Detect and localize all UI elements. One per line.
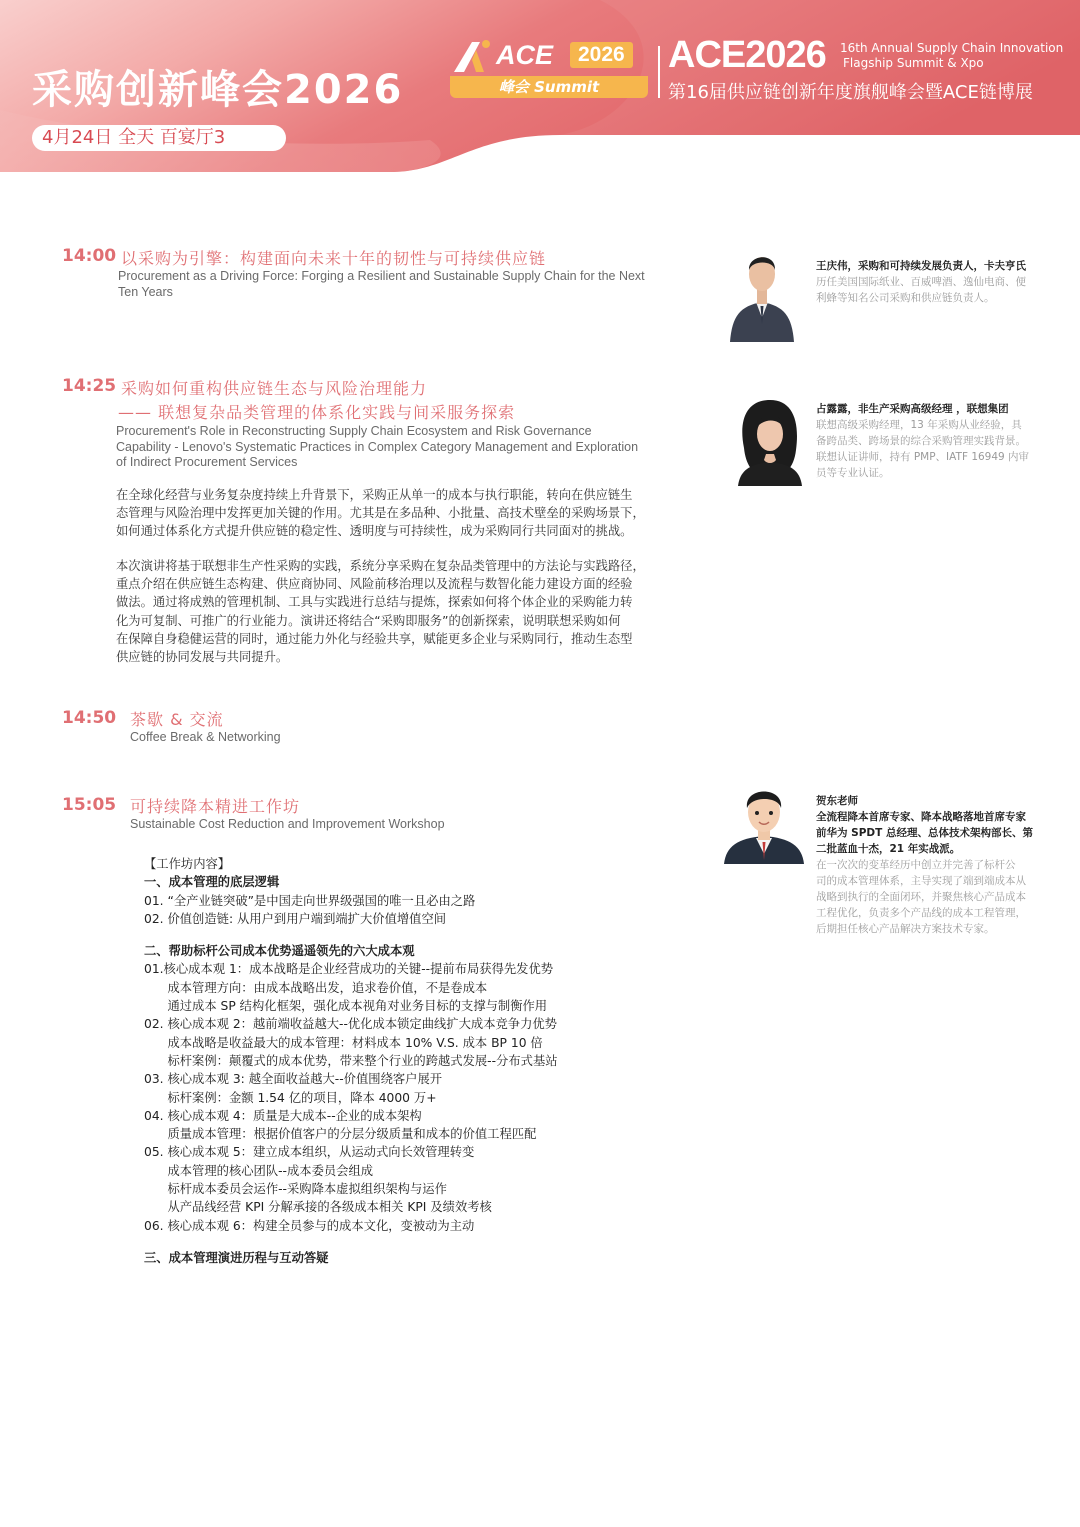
- workshop-item: 01.核心成本观 1：成本战略是企业经营成功的关键--提前布局获得先发优势: [144, 962, 554, 977]
- speaker-photo: [734, 398, 806, 486]
- workshop-item: 质量成本管理：根据价值客户的分层分级质量和成本的价值工程匹配: [144, 1127, 537, 1142]
- speaker-bio-line: 利蜂等知名公司采购和供应链负责人。: [816, 292, 995, 304]
- workshop-item: 04. 核心成本观 4：质量是大成本--企业的成本架构: [144, 1108, 422, 1123]
- speaker-title-line: 前华为 SPDT 总经理、总体技术架构部长、第: [816, 827, 1033, 839]
- header-cn-subtitle: 第16届供应链创新年度旗舰峰会暨ACE链博展: [668, 82, 1033, 103]
- date-venue-badge: 4月24日 全天 百宴厅3: [32, 125, 286, 151]
- header-en-line1: 16th Annual Supply Chain Innovation: [840, 41, 1064, 55]
- workshop-heading: 【工作坊内容】: [144, 857, 231, 871]
- speaker-bio-line: 后期担任核心产品解决方案技术专家。: [816, 923, 995, 935]
- session-title-en-line: Procurement as a Driving Force: Forging a Resilient and Sustainable Supply Chain for the Next: [118, 269, 645, 283]
- header-banner: [0, 0, 1080, 175]
- workshop-item: 02. 价值创造链: 从用户到用户端到端扩大价值增值空间: [144, 911, 447, 926]
- speaker-bio: [816, 417, 1066, 481]
- workshop-section-title: 三、成本管理演进历程与互动答疑: [144, 1250, 329, 1265]
- session-time: 14:00: [62, 246, 117, 266]
- speaker-bio-line: 司的成本管理体系，主导实现了端到端成本从: [816, 875, 1026, 887]
- speaker-bio-line: 工程优化，负责多个产品线的成本工程管理，: [816, 907, 1026, 919]
- speaker-portrait-icon: [726, 238, 798, 342]
- session-title-en-line: Sustainable Cost Reduction and Improvement Workshop: [130, 817, 445, 831]
- logo-summit-label: 峰会 Summit: [450, 76, 648, 98]
- session-time: 15:05: [62, 795, 117, 815]
- session-title-en: [116, 424, 716, 471]
- session-title-en-line: Capability - Lenovo's Systematic Practices in Complex Category Management and Exploration: [116, 439, 639, 454]
- workshop-item: 03. 核心成本观 3: 越全面收益越大--价值围绕客户展开: [144, 1072, 443, 1087]
- session-title-en: [130, 730, 530, 746]
- spacer: [144, 1235, 704, 1249]
- header-divider: [658, 46, 660, 98]
- event-title: 采购创新峰会2026: [32, 67, 404, 113]
- workshop-item: 通过成本 SP 结构化框架，强化成本视角对业务目标的支撑与制衡作用: [144, 999, 548, 1014]
- logo-ace-text: ACE: [496, 40, 554, 70]
- session-title-en: [130, 817, 580, 833]
- session-description: [116, 557, 716, 666]
- description-line: 在保障自身稳健运营的同时，通过能力外化与经验共享，赋能更多企业与采购同行，推动生态型: [116, 631, 633, 646]
- description-line: 化为可复制、可推广的行业能力。演讲还将结合“采购即服务”的创新探索，说明联想采购如何: [116, 613, 621, 628]
- session-title: 采购如何重构供应链生态与风险治理能力: [121, 379, 428, 398]
- session-title-en-line: of Indirect Procurement Services: [116, 455, 298, 469]
- workshop-item: 从产品线经营 KPI 分解承接的各级成本相关 KPI 及绩效考核: [144, 1200, 492, 1215]
- workshop-item: 成本管理方向：由成本战略出发，追求卷价值，不是卷成本: [144, 980, 488, 995]
- workshop-item: 标杆案例：颠覆式的成本优势，带来整个行业的跨越式发展--分布式基站: [144, 1053, 558, 1068]
- speaker-bio-line: 历任美国国际纸业、百威啤酒、逸仙电商、便: [816, 276, 1026, 288]
- workshop-item: 标杆案例：金额 1.54 亿的项目，降本 4000 万+: [144, 1090, 437, 1105]
- header-en-line2: Flagship Summit & Xpo: [843, 56, 984, 70]
- workshop-section-title: 一、成本管理的底层逻辑: [144, 875, 280, 890]
- workshop-item: 标杆成本委员会运作--采购降本虚拟组织架构与运作: [144, 1182, 447, 1197]
- spacer: [144, 928, 704, 942]
- speaker-bio: [816, 274, 1066, 306]
- workshop-item: 05. 核心成本观 5：建立成本组织，从运动式向长效管理转变: [144, 1145, 475, 1160]
- description-line: 做法。通过将成熟的管理机制、工具与实践进行总结与提炼，探索如何将个体企业的采购能力转: [116, 595, 633, 610]
- workshop-item: 成本战略是收益最大的成本管理：材料成本 10% V.S. 成本 BP 10 倍: [144, 1035, 543, 1050]
- speaker-bio-line: 备跨品类、跨场景的综合采购管理实践背景。: [816, 435, 1026, 447]
- speaker-bio-line: 员等专业认证。: [816, 467, 890, 479]
- speaker-name: 王庆伟，采购和可持续发展负责人，卡夫亨氏: [816, 260, 1026, 272]
- ace-mark-icon: [450, 36, 498, 76]
- workshop-item: 02. 核心成本观 2：越前端收益越大--优化成本锁定曲线扩大成本竞争力优势: [144, 1017, 557, 1032]
- session-title-en-line: Procurement's Role in Reconstructing Supply Chain Ecosystem and Risk Governance: [116, 424, 592, 438]
- ace2026-wordmark: ACE2026: [668, 34, 826, 76]
- description-line: 供应链的协同发展与共同提升。: [116, 650, 289, 665]
- session-description: [116, 486, 716, 541]
- description-line: 态管理与风险治理中发挥更加关键的作用。尤其是在多品种、小批量、高技术壁垒的采购场景下，: [116, 506, 645, 521]
- speaker-bio-line: 战略到执行的全面闭环，并聚焦核心产品成本: [816, 891, 1026, 903]
- session-title: 以采购为引擎：构建面向未来十年的韧性与可持续供应链: [121, 249, 547, 268]
- session-subtitle: —— 联想复杂品类管理的体系化实践与间采服务探索: [118, 403, 516, 422]
- logo-year: 2026: [570, 42, 633, 68]
- speaker-title-line: 二批蓝血十杰，21 年实战派。: [816, 843, 961, 855]
- description-line: 重点介绍在供应链生态构建、供应商协同、风险前移治理以及流程与数智化能力建设方面的经验: [116, 577, 633, 592]
- speaker-bio-line: 联想高级采购经理，13 年采购从业经验，具: [816, 419, 1022, 431]
- description-line: 在全球化经营与业务复杂度持续上升背景下，采购正从单一的成本与执行职能，转向在供应链生: [116, 488, 633, 502]
- speaker-photo: [722, 782, 806, 864]
- speaker-portrait-icon: [734, 398, 806, 486]
- session-title-en-line: Ten Years: [118, 284, 173, 299]
- session-title-en: [118, 269, 718, 300]
- speaker-photo: [726, 238, 798, 342]
- workshop-item: 06. 核心成本观 6：构建全员参与的成本文化，变被动为主动: [144, 1218, 475, 1233]
- speaker-name: 占露露，非生产采购高级经理 ，联想集团: [816, 403, 1009, 415]
- speaker-title-line: 全流程降本首席专家、降本战略落地首席专家: [816, 811, 1026, 823]
- session-time: 14:25: [62, 376, 117, 396]
- workshop-section-title: 二、帮助标杆公司成本优势遥遥领先的六大成本观: [144, 944, 415, 959]
- ace-summit-logo: [450, 36, 650, 100]
- speaker-avatar-icon: [722, 782, 806, 864]
- session-title: 可持续降本精进工作坊: [130, 797, 301, 816]
- workshop-item: 01. “全产业链突破”是中国走向世界级强国的唯一且必由之路: [144, 893, 476, 908]
- description-line: 本次演讲将基于联想非生产性采购的实践，系统分享采购在复杂品类管理中的方法论与实践路径，: [116, 559, 645, 573]
- session-title: 茶歇 & 交流: [130, 710, 224, 729]
- workshop-outline: [144, 855, 704, 1267]
- speaker-name-line: 贺东老师: [816, 795, 858, 807]
- speaker-bio: [816, 857, 1066, 937]
- workshop-item: 成本管理的核心团队--成本委员会组成: [144, 1163, 374, 1178]
- speaker-bio-line: 联想认证讲师，持有 PMP、IATF 16949 内审: [816, 451, 1030, 463]
- speaker-bio-line: 在一次次的变革经历中创立并完善了标杆公: [816, 859, 1016, 871]
- session-time: 14:50: [62, 708, 117, 728]
- session-title-en-line: Coffee Break & Networking: [130, 730, 281, 744]
- speaker-name: [816, 793, 1066, 857]
- description-line: 如何通过体系化方式提升供应链的稳定性、透明度与可持续性，成为采购同行共同面对的挑战。: [116, 524, 633, 539]
